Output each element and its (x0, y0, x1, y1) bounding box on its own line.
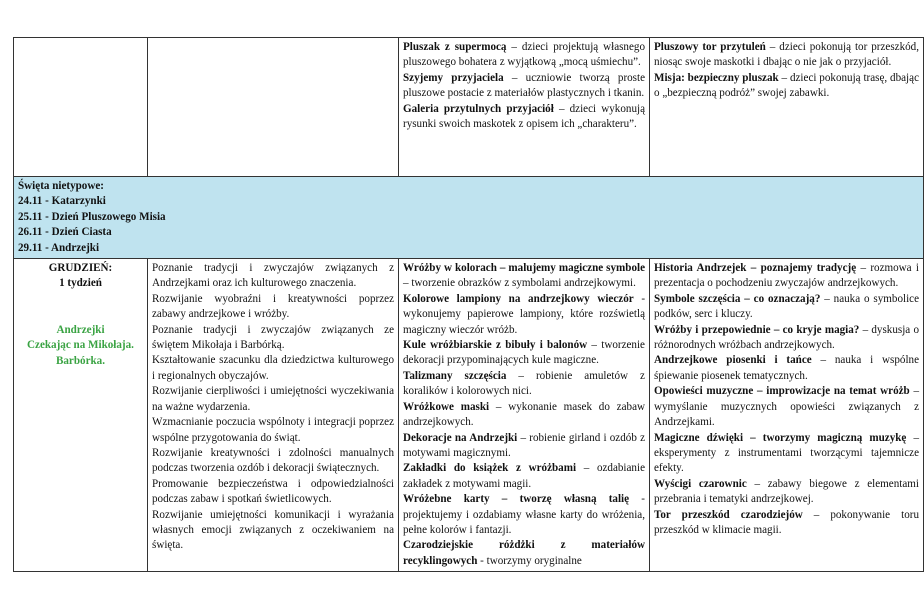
activity-desc: – dzieci pokonują tor przeszkód, niosąc swoje maskotki i dbając o nie jak o przyjaciół. (654, 41, 919, 69)
activity-entry (654, 292, 919, 323)
activity-title: Kule wróżbiarskie z bibuły i balonów (403, 339, 588, 352)
activity-desc: – robienie girland i ozdób z motywami magicznymi. (403, 431, 646, 459)
activity-desc: – wykonanie masek do zabaw andrzejkowych. (403, 400, 646, 429)
goal-item: Poznanie tradycji i zwyczajów związanych z Andrzejkami oraz ich kulturowego znaczenia. (152, 262, 394, 290)
holiday-line: 24.11 - Katarzynki (18, 195, 106, 208)
holiday-row (14, 177, 924, 259)
activity-desc: – rozmowa i prezentacja o pochodzeniu zwyczajów andrzejkowych. (654, 262, 920, 290)
plan-table (13, 37, 924, 572)
month-label: GRUDZIEŃ: (48, 262, 113, 275)
activity-title: Dekoracje na Andrzejki (403, 431, 518, 444)
activity-title: Kolorowe lampiony na andrzejkowy wieczór (403, 292, 634, 305)
topic-label: Andrzejki (56, 323, 105, 336)
goal-item: Poznanie tradycji i zwyczajów związanych ze świętem Mikołaja i Barbórką. (152, 323, 394, 352)
activity-entry (403, 40, 645, 71)
activity-title: Talizmany szczęścia (403, 369, 507, 382)
holiday-line: 25.11 - Dzień Pluszowego Misia (18, 210, 166, 223)
activity-entry (654, 261, 919, 292)
activity-entry (403, 292, 645, 338)
other-activities-cell (650, 259, 924, 572)
activity-entry (403, 338, 645, 369)
activity-entry (403, 492, 645, 538)
activity-desc: - tworzymy oryginalne (477, 554, 582, 567)
activity-title: Zakładki do książek z wróżbami (403, 462, 577, 475)
activity-desc: – nauka o symbolice podków, serc i kluczy. (654, 292, 920, 321)
activity-entry (403, 261, 645, 292)
topic-label: Czekając na Mikołaja. (27, 339, 134, 352)
goal-item: Kształtowanie szacunku dla dziedzictwa kulturowego i regionalnych obyczajów. (152, 354, 394, 382)
activity-title: Wróżkowe maski (403, 400, 490, 413)
activity-entry (403, 400, 645, 431)
activity-title: Wyścigi czarownic (654, 477, 747, 490)
holiday-cell (14, 177, 924, 259)
table-cell (14, 38, 148, 177)
activity-entry (654, 508, 919, 539)
activity-title: Misja: bezpieczny pluszak (654, 71, 779, 84)
goal-item: Rozwijanie kreatywności i zdolności manualnych podczas tworzenia ozdób i dekoracji świątecznych. (152, 446, 394, 475)
activity-desc: – zabawy biegowe z elementami przebrania i tematyki andrzejkowej. (654, 477, 919, 506)
activity-desc: – nauka i wspólne śpiewanie piosenek tematycznych. (654, 354, 919, 382)
week-label: 1 tydzień (59, 277, 102, 290)
table-row (14, 38, 924, 177)
activity-title: Opowieści muzyczne – improwizacje na temat wróżb (654, 385, 910, 398)
activity-desc: – dzieci pokonują trasę, dbając o „bezpieczną podróż” swojej zabawki. (654, 71, 919, 100)
activity-title: Wróżby i przepowiednie – co kryje magia? (654, 323, 860, 336)
activity-desc: - projektujemy i ozdabiamy własne karty do wróżenia, pełne kolorów i fantazji. (403, 493, 645, 536)
table-cell (148, 38, 399, 177)
activity-desc: – tworzenie obrazków z symbolami andrzejkowymi. (403, 277, 636, 290)
activity-entry (654, 40, 919, 71)
activity-title: Czarodziejskie różdżki z materiałów recyklingowych (403, 539, 645, 567)
activity-title: Symbole szczęścia – co oznaczają? (654, 292, 821, 305)
activity-entry (654, 71, 919, 102)
activity-entry (654, 384, 919, 430)
activity-title: Tor przeszkód czarodziejów (654, 508, 803, 521)
activity-title: Wróżebne karty – tworzę własną talię (403, 493, 630, 506)
activity-desc: – uczniowie tworzą proste pluszowe postacie z materiałów plastycznych i tkanin. (403, 71, 646, 100)
activity-title: Wróżby w kolorach – malujemy magiczne symbole (403, 262, 645, 275)
holiday-line: 26.11 - Dzień Ciasta (18, 226, 112, 239)
goal-item: Promowanie bezpieczeństwa i odpowiedzialności podczas zabaw i spotkań świetlicowych. (152, 477, 394, 506)
activity-entry (403, 431, 645, 462)
table-row (14, 259, 924, 572)
activity-desc: – robienie amuletów z koralików i kolorowych nici. (403, 369, 645, 398)
activity-entry (654, 323, 919, 354)
activity-desc: – wymyślanie muzycznych opowieści związanych z Andrzejkami. (654, 385, 919, 429)
activity-entry (403, 461, 645, 492)
activity-desc: – pokonywanie toru przeszkód w klimacie magii. (654, 508, 919, 536)
activity-desc: – eksperymenty z instrumentami tworzącymi tajemnicze efekty. (654, 431, 919, 475)
goal-item: Wzmacnianie poczucia wspólnoty i integracji poprzez wspólne przygotowania do świąt. (152, 416, 394, 444)
table-cell (399, 38, 650, 177)
activity-entry (654, 353, 919, 384)
activity-desc: – dzieci wykonują rysunki swoich maskotek z opisem ich „charakteru”. (403, 102, 646, 131)
art-activities-cell (399, 259, 650, 572)
activity-title: Szyjemy przyjaciela (403, 71, 504, 84)
activity-title: Pluszowy tor przytuleń (654, 41, 766, 53)
activity-entry (654, 477, 919, 508)
activity-desc: – ozdabianie zakładek z motywami magii. (403, 462, 645, 490)
activity-title: Galeria przytulnych przyjaciół (403, 102, 554, 115)
activity-entry (403, 369, 645, 400)
activity-entry (654, 431, 919, 477)
goal-item: Rozwijanie cierpliwości i umiejętności wyczekiwania na ważne wydarzenia. (152, 385, 394, 413)
goal-item: Rozwijanie wyobraźni i kreatywności poprzez zabawy andrzejkowe i wróżby. (152, 292, 394, 321)
goal-item: Rozwijanie umiejętności komunikacji i wyrażania własnych emocji związanych z oczekiwaniem na święta. (152, 508, 394, 552)
activity-desc: - wykonujemy papierowe lampiony, które rozświetlą magiczny wieczór wróżb. (403, 292, 646, 336)
holiday-title: Święta nietypowe: (18, 180, 104, 192)
holiday-line: 29.11 - Andrzejki (18, 241, 100, 254)
activity-desc: – dzieci projektują własnego pluszowego bohatera z wyjątkową „mocą uśmiechu”. (403, 41, 645, 69)
activity-entry (403, 102, 645, 133)
activity-entry (403, 538, 645, 569)
table-cell (650, 38, 924, 177)
activity-desc: – dyskusja o różnorodnych wróżbach andrzejkowych. (654, 323, 919, 352)
activity-title: Magiczne dźwięki – tworzymy magiczną muzykę (654, 431, 907, 444)
activity-title: Andrzejkowe piosenki i tańce (654, 354, 812, 367)
activity-desc: – tworzenie dekoracji przypominających kule magiczne. (403, 339, 645, 367)
activity-title: Pluszak z supermocą (403, 41, 507, 53)
month-cell (14, 259, 148, 572)
topic-label: Barbórka. (55, 354, 105, 367)
goals-cell (148, 259, 399, 572)
activity-title: Historia Andrzejek – poznajemy tradycję (654, 262, 857, 275)
activity-entry (403, 71, 645, 102)
